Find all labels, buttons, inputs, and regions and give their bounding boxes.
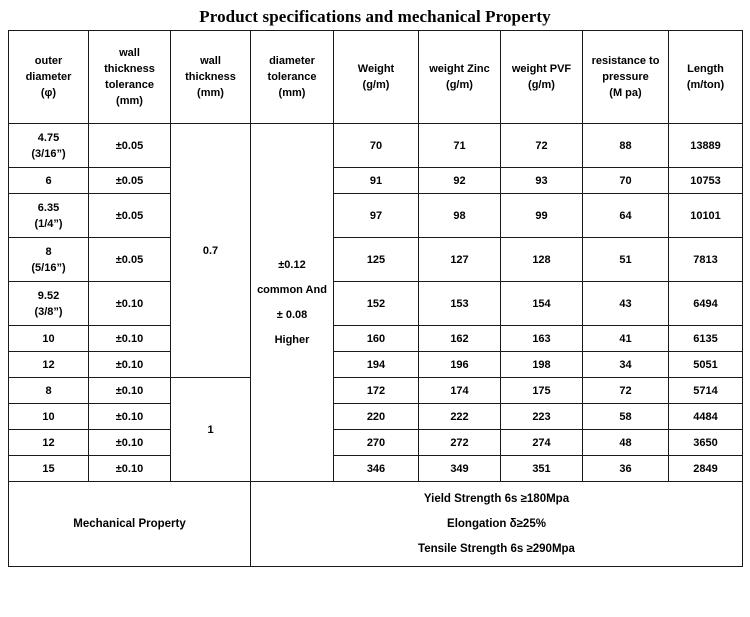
column-header-outer-diameter-line-1: diameter [25, 71, 72, 83]
cell-length: 2849 [669, 456, 743, 482]
cell-resistance-to-pressure: 88 [583, 124, 669, 168]
cell-resistance-to-pressure: 58 [583, 404, 669, 430]
table-row [9, 352, 743, 378]
cell-weight-zinc: 162 [419, 326, 501, 352]
cell-length: 3650 [669, 430, 743, 456]
cell-weight-pvf: 198 [501, 352, 583, 378]
cell-outer-diameter-line-0: 6.35 [37, 201, 60, 214]
cell-wall-thickness-tolerance: ±0.10 [89, 282, 171, 326]
cell-weight-pvf: 99 [501, 194, 583, 238]
header-row [9, 31, 743, 124]
cell-outer-diameter-line-1: (3/16”) [31, 147, 66, 160]
cell-weight: 194 [334, 352, 419, 378]
cell-wall-thickness-tolerance: ±0.05 [89, 124, 171, 168]
cell-outer-diameter [9, 456, 89, 482]
cell-resistance-to-pressure: 43 [583, 282, 669, 326]
cell-weight: 346 [334, 456, 419, 482]
column-header-weight-line-0: Weight [357, 63, 395, 75]
column-header-wall-thickness-line-1: thickness [185, 71, 236, 83]
cell-weight-pvf: 274 [501, 430, 583, 456]
cell-outer-diameter-line-1: (5/16”) [31, 261, 66, 274]
cell-weight-zinc: 98 [419, 194, 501, 238]
cell-wall-thickness-tolerance: ±0.05 [89, 194, 171, 238]
cell-weight-pvf: 72 [501, 124, 583, 168]
spec-table-container [0, 30, 750, 567]
column-header-wall-thickness-line-2: (mm) [197, 87, 224, 99]
cell-outer-diameter-line-0: 8 [45, 245, 52, 258]
cell-weight: 125 [334, 238, 419, 282]
cell-weight-pvf: 163 [501, 326, 583, 352]
column-header-wall-thickness-tolerance [89, 31, 171, 124]
column-header-weight-zinc-line-1: (g/m) [446, 79, 473, 91]
cell-weight: 97 [334, 194, 419, 238]
table-row [9, 124, 743, 168]
column-header-wall-thickness-tolerance-line-3: (mm) [116, 95, 143, 107]
cell-weight: 220 [334, 404, 419, 430]
cell-outer-diameter-line-0: 4.75 [37, 131, 60, 144]
column-header-wall-thickness [171, 31, 251, 124]
cell-length: 6135 [669, 326, 743, 352]
column-header-outer-diameter [9, 31, 89, 124]
cell-outer-diameter [9, 430, 89, 456]
cell-outer-diameter-line-0: 12 [42, 358, 55, 371]
cell-outer-diameter [9, 326, 89, 352]
cell-outer-diameter-line-0: 12 [42, 436, 55, 449]
cell-outer-diameter-line-1: (1/4”) [34, 217, 63, 230]
cell-wall-thickness-tolerance: ±0.10 [89, 378, 171, 404]
cell-diameter-tolerance [251, 124, 334, 482]
column-header-weight [334, 31, 419, 124]
table-header [9, 31, 743, 124]
column-header-wall-thickness-tolerance-line-2: tolerance [105, 79, 154, 91]
column-header-diameter-tolerance-line-0: diameter [269, 55, 315, 67]
mechanical-property-label: Mechanical Property [9, 482, 251, 567]
cell-weight-zinc: 71 [419, 124, 501, 168]
column-header-length-line-0: Length [687, 63, 724, 75]
cell-weight-zinc: 272 [419, 430, 501, 456]
table-row [9, 282, 743, 326]
column-header-wall-thickness-line-0: wall [200, 55, 221, 67]
cell-resistance-to-pressure: 36 [583, 456, 669, 482]
cell-weight-zinc: 222 [419, 404, 501, 430]
cell-outer-diameter [9, 238, 89, 282]
cell-weight-zinc: 349 [419, 456, 501, 482]
column-header-length [669, 31, 743, 124]
cell-weight-pvf: 175 [501, 378, 583, 404]
cell-outer-diameter [9, 282, 89, 326]
cell-diameter-tolerance-line-3: Higher [274, 333, 310, 346]
cell-wall-thickness-tolerance: ±0.10 [89, 456, 171, 482]
table-row [9, 238, 743, 282]
column-header-outer-diameter-line-2: (φ) [40, 87, 57, 99]
column-header-resistance-to-pressure-line-2: (M pa) [609, 87, 642, 99]
cell-outer-diameter-line-0: 8 [45, 384, 52, 397]
column-header-weight-pvf-line-0: weight PVF [511, 63, 572, 75]
table-row [9, 168, 743, 194]
cell-weight-zinc: 153 [419, 282, 501, 326]
cell-wall-thickness-tolerance: ±0.05 [89, 238, 171, 282]
cell-wall-thickness: 1 [171, 378, 251, 482]
table-row [9, 378, 743, 404]
cell-wall-thickness: 0.7 [171, 124, 251, 378]
cell-weight-zinc: 174 [419, 378, 501, 404]
cell-length: 5714 [669, 378, 743, 404]
column-header-outer-diameter-line-0: outer [34, 55, 63, 67]
cell-weight-zinc: 92 [419, 168, 501, 194]
column-header-wall-thickness-tolerance-line-0: wall [119, 47, 140, 59]
mechanical-property-values [251, 482, 743, 567]
cell-weight: 172 [334, 378, 419, 404]
cell-length: 10101 [669, 194, 743, 238]
cell-length: 7813 [669, 238, 743, 282]
cell-wall-thickness-tolerance: ±0.10 [89, 326, 171, 352]
column-header-resistance-to-pressure [583, 31, 669, 124]
mechanical-property-value-line-1: Elongation δ≥25% [447, 517, 546, 530]
cell-length: 4484 [669, 404, 743, 430]
cell-weight: 70 [334, 124, 419, 168]
cell-outer-diameter-line-0: 15 [42, 462, 55, 475]
cell-resistance-to-pressure: 48 [583, 430, 669, 456]
cell-diameter-tolerance-line-2: ± 0.08 [276, 308, 308, 321]
cell-outer-diameter [9, 352, 89, 378]
column-header-weight-zinc-line-0: weight Zinc [429, 63, 490, 75]
column-header-weight-zinc [419, 31, 501, 124]
cell-wall-thickness-tolerance: ±0.10 [89, 430, 171, 456]
column-header-weight-pvf-line-1: (g/m) [528, 79, 555, 91]
table-row [9, 194, 743, 238]
page-title: Product specifications and mechanical Property [199, 7, 551, 26]
cell-outer-diameter [9, 404, 89, 430]
cell-length: 13889 [669, 124, 743, 168]
cell-weight: 160 [334, 326, 419, 352]
column-header-length-line-1: (m/ton) [686, 79, 725, 91]
cell-resistance-to-pressure: 72 [583, 378, 669, 404]
cell-weight-pvf: 351 [501, 456, 583, 482]
cell-wall-thickness-tolerance: ±0.10 [89, 404, 171, 430]
column-header-resistance-to-pressure-line-1: pressure [602, 71, 649, 83]
cell-wall-thickness-tolerance: ±0.05 [89, 168, 171, 194]
cell-weight-pvf: 93 [501, 168, 583, 194]
cell-resistance-to-pressure: 64 [583, 194, 669, 238]
mechanical-property-value-line-2: Tensile Strength 6s ≥290Mpa [418, 542, 575, 555]
cell-weight-pvf: 154 [501, 282, 583, 326]
column-header-diameter-tolerance-line-1: tolerance [267, 71, 317, 83]
column-header-weight-line-1: (g/m) [362, 79, 390, 91]
cell-outer-diameter-line-0: 10 [42, 332, 55, 345]
cell-outer-diameter [9, 124, 89, 168]
column-header-weight-pvf [501, 31, 583, 124]
cell-weight: 91 [334, 168, 419, 194]
cell-weight: 152 [334, 282, 419, 326]
cell-diameter-tolerance-line-1: common And [257, 283, 327, 296]
cell-weight: 270 [334, 430, 419, 456]
cell-length: 10753 [669, 168, 743, 194]
cell-resistance-to-pressure: 34 [583, 352, 669, 378]
column-header-diameter-tolerance [251, 31, 334, 124]
cell-weight-zinc: 196 [419, 352, 501, 378]
cell-outer-diameter-line-0: 9.52 [37, 289, 60, 302]
cell-length: 6494 [669, 282, 743, 326]
mechanical-property-row [9, 482, 743, 567]
table-row [9, 430, 743, 456]
cell-outer-diameter [9, 168, 89, 194]
column-header-resistance-to-pressure-line-0: resistance to [591, 55, 660, 67]
cell-diameter-tolerance-line-0: ±0.12 [278, 258, 306, 271]
table-row [9, 404, 743, 430]
cell-weight-pvf: 223 [501, 404, 583, 430]
cell-outer-diameter [9, 194, 89, 238]
cell-weight-zinc: 127 [419, 238, 501, 282]
cell-outer-diameter-line-1: (3/8”) [34, 305, 63, 318]
cell-wall-thickness-tolerance: ±0.10 [89, 352, 171, 378]
cell-outer-diameter-line-0: 6 [45, 174, 52, 187]
mechanical-property-value-line-0: Yield Strength 6s ≥180Mpa [423, 492, 570, 505]
table-row [9, 326, 743, 352]
product-specifications-table [8, 30, 743, 567]
table-row [9, 456, 743, 482]
cell-resistance-to-pressure: 51 [583, 238, 669, 282]
table-body [9, 124, 743, 567]
cell-resistance-to-pressure: 41 [583, 326, 669, 352]
column-header-diameter-tolerance-line-2: (mm) [278, 87, 306, 99]
cell-weight-pvf: 128 [501, 238, 583, 282]
cell-outer-diameter [9, 378, 89, 404]
cell-length: 5051 [669, 352, 743, 378]
cell-resistance-to-pressure: 70 [583, 168, 669, 194]
column-header-wall-thickness-tolerance-line-1: thickness [104, 63, 155, 75]
cell-outer-diameter-line-0: 10 [42, 410, 55, 423]
